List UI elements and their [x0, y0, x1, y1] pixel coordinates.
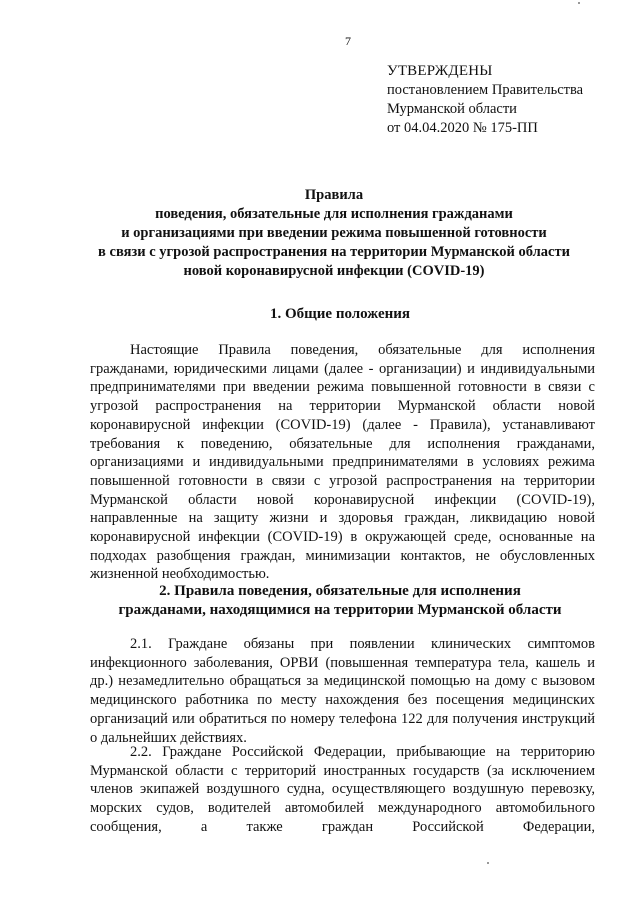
document-title	[60, 186, 608, 281]
title-line: и организациями при введении режима повышенной готовности	[121, 225, 547, 241]
section-2-paragraph-2-1: 2.1. Граждане обязаны при появлении клинических симптомов инфекционного заболевания, ОРВИ (повышенная температура тела, кашель и др.) незамедлительно обращаться за медицинской помощью на дому с вызовом медицинского работника по месту нахождения без посещения медицинских организаций или обратиться по номеру телефона 122 для получения инструкций о дальнейших действиях.	[90, 636, 595, 746]
title-line: новой коронавирусной инфекции (COVID-19)	[183, 263, 485, 279]
section-1-paragraph: Настоящие Правила поведения, обязательные для исполнения гражданами, юридическими лицами (далее - организации) и индивидуальными предпринимателями при введении режима повышенной готовности в связи с угрозой распространения на территории Мурманской области новой коронавирусной инфекции (COVID-19) (далее - Правила), устанавливают требования к поведению, обязательные для исполнения гражданами, организациями и индивидуальными предпринимателями в условиях режима повышенной готовности в связи с угрозой распространения на территории Мурманской области новой коронавирусной инфекции (COVID-19), направленные на защиту жизни и здоровья граждан, ликвидацию новой коронавирусной инфекции (COVID-19) в окружающей среде, основанные на подходах разобщения граждан, минимизации контактов, не обусловленных жизненной необходимостью.	[90, 342, 595, 583]
approval-line: постановлением Правительства	[387, 82, 584, 98]
section-2-heading-line: гражданами, находящимися на территории Мурманской области	[118, 602, 562, 618]
section-2-heading-line: 2. Правила поведения, обязательные для исполнения	[159, 583, 521, 599]
section-2-paragraph-2-2: 2.2. Граждане Российской Федерации, прибывающие на территорию Мурманской области с территорий иностранных государств (за исключением членов экипажей воздушного судна, осуществляющего воздушную перевозку, морских судов, водителей автомобилей международного автомобильного сообщения, а также граждан Российской Федерации,	[90, 744, 595, 835]
approval-line: от 04.04.2020 № 175-ПП	[387, 120, 538, 136]
approval-line: Мурманской области	[387, 101, 517, 117]
approval-word: УТВЕРЖДЕНЫ	[387, 63, 493, 79]
section-2-heading	[60, 582, 620, 620]
page-number: 7	[345, 34, 351, 48]
scan-speck	[578, 2, 580, 4]
title-line: поведения, обязательные для исполнения гражданами	[155, 206, 513, 222]
scan-speck	[487, 862, 489, 864]
title-line: Правила	[304, 187, 364, 203]
title-line: в связи с угрозой распространения на территории Мурманской области	[98, 244, 570, 260]
approval-stamp	[387, 62, 583, 138]
section-1-heading: 1. Общие положения	[269, 306, 411, 322]
